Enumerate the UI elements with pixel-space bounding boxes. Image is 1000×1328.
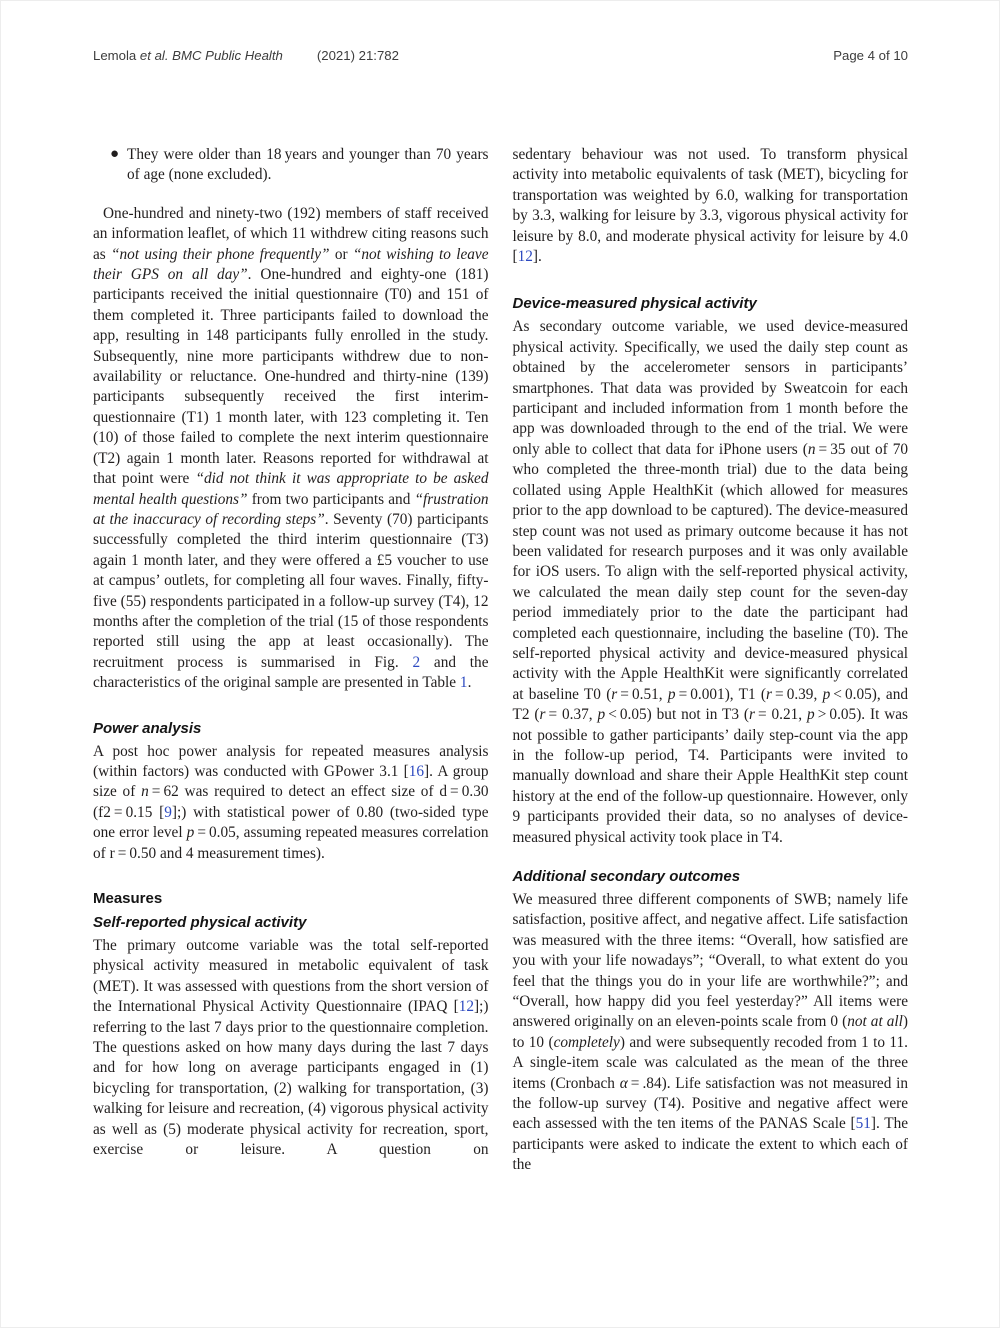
text-run: ];) with statistical power of 0.80 (two-sided type one error level <box>93 803 489 842</box>
device-measured-paragraph <box>513 317 909 848</box>
italic-text: et al. BMC Public Health <box>139 48 283 63</box>
text-run: < 0.05) but not in T3 ( <box>605 706 749 724</box>
text-run: They were older than 18 years and younger than 70 years of age (none excluded). <box>127 146 489 184</box>
text-run: ]. The participants were asked to indicate the extent to which each of the <box>512 1115 908 1174</box>
text-run: As secondary outcome variable, we used device-measured physical activity. Specifically, we used the daily step count as obtained by the accelerometer sensors in participants’ smartphones. That data was provided by Sweatcoin for each participant and included information from 1 month before the app was downloaded through to the end of the trial. We were only able to collect that data for iPhone users ( <box>512 318 908 458</box>
italic-text: “not using their phone frequently” <box>111 245 330 263</box>
italic-text: “not wishing to leave their GPS on all day” <box>93 245 489 284</box>
inclusion-criteria-list <box>93 145 489 186</box>
text-run: = 0.05, assuming repeated measures correlation of r = 0.50 and 4 measurement times). <box>93 824 489 862</box>
italic-text: “did not think it was appropriate to be asked mental health questions” <box>93 470 489 508</box>
text-run: ];) referring to the last 7 days prior to the questionnaire completion. The questions asked on how many days during the last 7 days and for how long on average participants engaged in (1) bicycling for transportation, (2) walking for transportation, (3) walking for leisure and recreation, (4) vigorous physical activity as well as (5) moderate physical activity for recreation, sport, exercise or leisure. A question on <box>93 998 489 1159</box>
text-run: = .84). Life satisfaction was not measured in the follow-up survey (T4). Positive and negative affect were each assessed with the ten items of the PANAS Scale [ <box>512 1074 908 1133</box>
text-run: sedentary behaviour was not used. To transform physical activity into metabolic equivalents of task (MET), bicycling for transportation was weighted by 6.0, walking for transportation by 3.3, walking for leisure by 3.3, vigorous physical activity for leisure by 8.0, and moderate physical activity for leisure by 4.0 [ <box>512 146 908 266</box>
table-1-link[interactable]: 1 <box>459 674 468 692</box>
section-heading-measures: Measures <box>93 890 163 907</box>
journal-citation <box>93 48 283 63</box>
text-run: = 0.37, <box>545 706 598 724</box>
met-weighting-paragraph <box>513 145 909 267</box>
text-run: . One-hundred and eighty-one (181) participants received the initial questionnaire (T0) and 151 of them completed it. Three participants failed to download the app, resulting in 148 participants fully enrolled in the study. Subsequently, nine more participants withdrew due to non-availability or reluctance. One-hundred and thirty-nine (139) participants subsequently received the first interim-questionnaire (T1) 1 month later, with 123 completing it. Ten (10) of those failed to complete the next interim questionnaire (T2) again 1 month later. Reasons reported for withdrawal at that point were <box>93 266 489 488</box>
subsection-heading-device-measured: Device-measured physical activity <box>512 295 757 313</box>
text-run: = 0.001), T1 ( <box>675 685 766 703</box>
ref-12-link[interactable]: 12 <box>517 248 533 266</box>
italic-text: n <box>807 440 816 458</box>
ref-51-link[interactable]: 51 <box>855 1115 871 1133</box>
subsection-heading-power-analysis: Power analysis <box>93 719 202 737</box>
running-head <box>93 48 399 63</box>
italic-text: r <box>765 685 772 703</box>
page-header <box>93 48 908 63</box>
italic-text: p <box>807 706 815 724</box>
text-run: . <box>467 674 472 692</box>
text-run: One-hundred and ninety-two (192) members of staff received an information leaflet, of which 11 withdrew citing reasons such as <box>93 204 489 263</box>
italic-text: p <box>667 685 676 703</box>
text-run: and the characteristics of the original sample are presented in Table <box>93 653 489 692</box>
text-run: ]. <box>532 248 542 266</box>
text-run: The primary outcome variable was the total self-reported physical activity measured in metabolic equivalent of task (MET). It was assessed with questions from the short version of the International Physical Activity Questionnaire (IPAQ [ <box>93 937 489 1016</box>
left-column <box>93 145 489 1295</box>
fig-2-link[interactable]: 2 <box>412 653 421 671</box>
italic-text: α <box>619 1074 628 1092</box>
page-number: Page 4 of 10 <box>833 48 908 63</box>
text-run: ]. A group size of <box>93 762 489 801</box>
recruitment-paragraph <box>93 204 489 694</box>
text-run: = 35 out of 70 who completed the three-month trial) due to the data being collated using Apple HealthKit (which allowed for measures prior to the app download to be captured). The device-measured step count was not used as primary outcome because it has not been validated for research purposes and it was only available for iOS users. To align with the self-reported physical activity, we calculated the mean daily step count for the seven-day period immediately prior to the date the participant had completed each questionnaire, including the baseline (T0). The self-reported physical activity and device-measured physical activity with the Apple HealthKit were significantly correlated at baseline T0 ( <box>512 440 908 703</box>
power-analysis-paragraph <box>93 742 489 864</box>
text-run: < 0.05), and T2 ( <box>512 685 908 724</box>
text-run: ) and were subsequently recoded from 1 to 11. A single-item scale was calculated as the mean of the three items (Cronbach <box>512 1033 908 1092</box>
italic-text: p <box>597 706 606 724</box>
ref-12-link[interactable]: 12 <box>458 998 475 1016</box>
text-run: Lemola <box>93 48 140 63</box>
text-run: or <box>329 245 353 263</box>
text-run: ) to 10 ( <box>512 1013 908 1051</box>
text-run: from two participants and <box>247 490 415 508</box>
bullet-icon: ● <box>110 146 120 162</box>
italic-text: r <box>749 706 755 724</box>
additional-outcomes-paragraph <box>513 890 909 1176</box>
text-run: = 0.21, <box>754 706 808 724</box>
italic-text: “frustration at the inaccuracy of recording steps” <box>93 490 489 528</box>
italic-text: p <box>822 685 831 703</box>
text-run: = 0.39, <box>771 685 823 703</box>
list-item-text <box>127 146 489 183</box>
italic-text: r <box>539 706 546 724</box>
ref-16-link[interactable]: 16 <box>408 762 425 780</box>
subsection-heading-additional-outcomes: Additional secondary outcomes <box>512 868 741 885</box>
text-run: . Seventy (70) participants successfully completed the third interim questionnaire (T3) again 1 month later, and they were offered a £5 voucher to use at campus’ outlets, for completing all four waves. Finally, fifty-five (55) respondents participated in a follow-up survey (T4), 12 months after the completion of the trial (15 of those respondents reported still using the app at least occasionally). The recruitment process is summarised in Fig. <box>93 510 489 671</box>
ref-9-link[interactable]: 9 <box>164 803 172 821</box>
self-reported-paragraph <box>93 936 489 1160</box>
italic-text: p <box>186 824 195 842</box>
italic-text: completely <box>553 1033 620 1051</box>
right-column <box>513 145 909 1295</box>
italic-text: n <box>141 783 149 801</box>
text-run: = 0.51, <box>617 685 668 703</box>
list-item <box>93 145 489 186</box>
text-run: > 0.05). It was not possible to gather participants’ daily step-count via the app in the follow-up period, T4. Participants were invited to manually download and share their Apple HealthKit step count history at the end of the follow-up questionnaire. However, only 9 participants provided their data, so no analyses of device-measured physical activity took place in T4. <box>512 706 908 846</box>
italic-text: r <box>611 685 618 703</box>
article-body <box>93 145 908 1295</box>
italic-text: not at all <box>847 1013 903 1031</box>
text-run: We measured three different components of SWB; namely life satisfaction, positive affect, and negative affect. Life satisfaction was measured with the three items: “Overall, how satisfied are you with your life nowadays”; “Overall, to what extent do you feel that the things you do in your life are worthwhile?”; and “Overall, how happy did you feel yesterday?” All items were answered originally on an eleven-points scale from 0 ( <box>512 891 908 1031</box>
text-run: = 62 was required to detect an effect size of d = 0.30 (f2 = 0.15 [ <box>93 783 489 821</box>
text-run: A post hoc power analysis for repeated measures analysis (within factors) was conducted with GPower 3.1 [ <box>93 742 489 780</box>
subsection-heading-self-reported: Self-reported physical activity <box>93 914 307 931</box>
issue-citation: (2021) 21:782 <box>316 48 399 63</box>
